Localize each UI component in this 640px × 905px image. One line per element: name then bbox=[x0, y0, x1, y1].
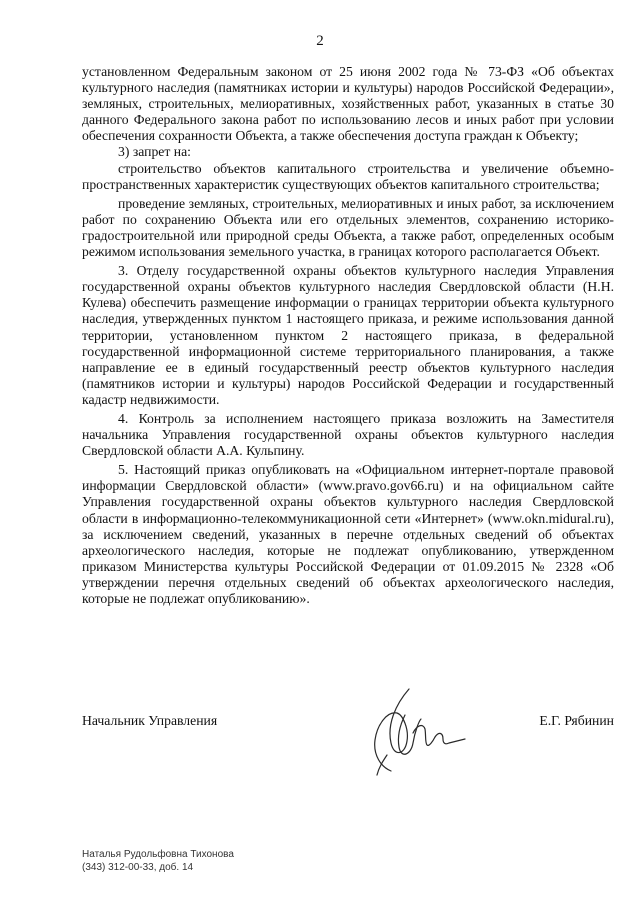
contact-phone: (343) 312-00-33, доб. 14 bbox=[82, 862, 194, 873]
page-number: 2 bbox=[316, 33, 324, 49]
signatory-name: Е.Г. Рябинин bbox=[539, 713, 614, 728]
paragraph-item-4: 4. Контроль за исполнением настоящего приказа возложить на Заместителя начальника Управления государственной охраны объектов культурного наследия Свердловской области А.А. Кульпину. bbox=[82, 410, 614, 459]
handwritten-signature bbox=[347, 685, 467, 785]
paragraph-prohibition-works: проведение земляных, строительных, мелиоративных и иных работ, за исключением работ по сохранению Объекта или его отдельных элементов, сохранению историко-градостроительной или природной среды Объекта, а также работ, определенных особым режимом использования земельного участка, в границах которого располагается Объект. bbox=[82, 195, 614, 260]
paragraph-continuation: установленном Федеральным законом от 25 июня 2002 года № 73-ФЗ «Об объектах культурного наследия (памятниках истории и культуры) народов Российской Федерации», земляных, строительных, мелиоративных, хозяйственных работ, указанных в статье 30 данного Федерального закона работ по использованию лесов и иных работ при условии обеспечения сохранности Объекта, а также обеспечения доступа граждан к Объекту; bbox=[82, 64, 614, 144]
paragraph-item-3: 3. Отделу государственной охраны объектов культурного наследия Управления государственной охраны объектов культурного наследия Свердловской области (Н.Н. Кулева) обеспечить размещение информации о границах территории объекта культурного наследия, утвержденных пунктом 1 настоящего приказа, и режиме использования данной территории, установленном пунктом 2 настоящего приказа, в федеральной государственной информационной системе территориального планирования, а также направление ее в единый государственный реестр объектов культурного наследия (памятников истории и культуры) народов Российской Федерации и государственный кадастр недвижимости. bbox=[82, 263, 614, 407]
paragraph-prohibition-construction: строительство объектов капитального строительства и увеличение объемно-пространственных характеристик существующих объектов капитального строительства; bbox=[82, 160, 614, 192]
contact-info bbox=[82, 848, 234, 874]
signatory-title: Начальник Управления bbox=[82, 713, 218, 728]
signature-block bbox=[82, 705, 614, 795]
contact-name: Наталья Рудольфовна Тихонова bbox=[82, 849, 234, 860]
document-body bbox=[82, 64, 614, 607]
paragraph-item-5: 5. Настоящий приказ опубликовать на «Официальном интернет-портале правовой информации Свердловской области» (www.pravo.gov66.ru) и на официальном сайте Управления государственной охраны объектов культурного наследия Свердловской области в информационно-телекоммуникационной сети «Интернет» (www.okn.midural.ru), за исключением сведений, указанных в перечне отдельных сведений об объектах археологического наследия, которые не подлежат опубликованию, утвержденном приказом Министерства культуры Российской Федерации от 01.09.2015 № 2328 «Об утверждении перечня отдельных сведений об объектах археологического наследия, которые не подлежат опубликованию». bbox=[82, 462, 614, 606]
paragraph-prohibition-heading: 3) запрет на: bbox=[118, 144, 191, 160]
